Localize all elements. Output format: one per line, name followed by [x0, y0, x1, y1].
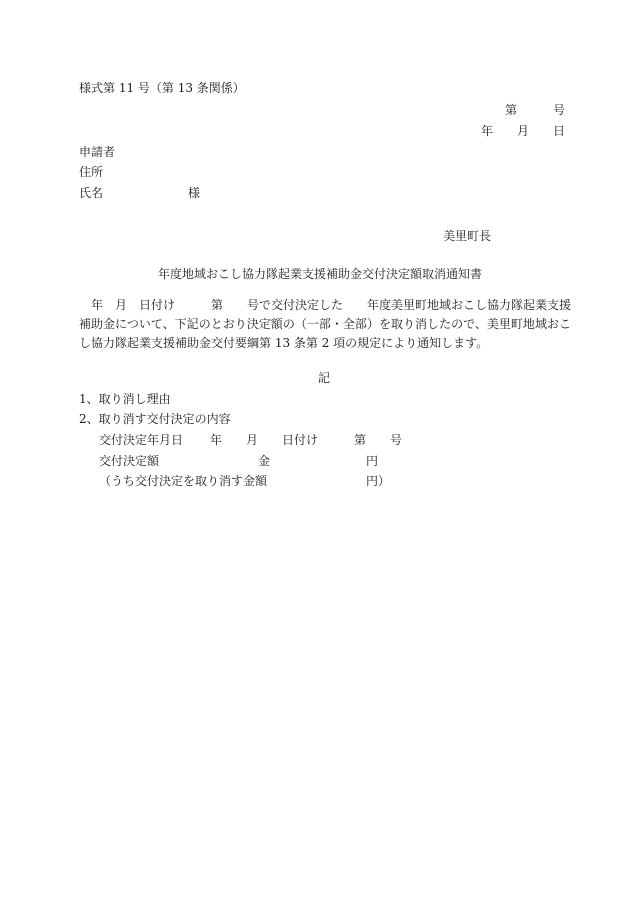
applicant-heading: 申請者	[79, 145, 116, 159]
form-label: 様式第 11 号（第 13 条関係）	[79, 81, 245, 95]
item-reason: 1、取り消し理由	[79, 392, 171, 406]
amount-label: 交付決定額	[99, 454, 160, 468]
address-label: 住所	[79, 165, 104, 179]
cancel-amount-label: （うち交付決定を取り消す金額	[99, 474, 268, 488]
document-title: 年度地域おこし協力隊起業支援補助金交付決定額取消通知書	[158, 267, 483, 281]
reference-number: 第 号	[505, 103, 566, 117]
amount-prefix: 金	[258, 454, 271, 468]
decision-date-label: 交付決定年月日	[99, 433, 184, 447]
issuer: 美里町長	[443, 229, 492, 243]
item-content: 2、取り消す交付決定の内容	[79, 412, 231, 426]
ki-heading: 記	[318, 371, 331, 385]
body-paragraph: 年 月 日付け 第 号で交付決定した 年度美里町地域おこし協力隊起業支援補助金について、下記のとおり決定額の（一部・全部）を取り消したので、美里町地域おこし協力隊起業支援補助金交付要綱第 13 条第 2 項の規定により通知します。	[79, 298, 572, 350]
name-label: 氏名	[79, 186, 104, 200]
date-line: 年 月 日	[481, 124, 566, 138]
honorific: 様	[188, 186, 201, 200]
decision-date-value: 年 月 日付け 第 号	[210, 433, 403, 447]
cancel-amount-unit: 円）	[366, 474, 391, 488]
amount-unit: 円	[366, 454, 379, 468]
